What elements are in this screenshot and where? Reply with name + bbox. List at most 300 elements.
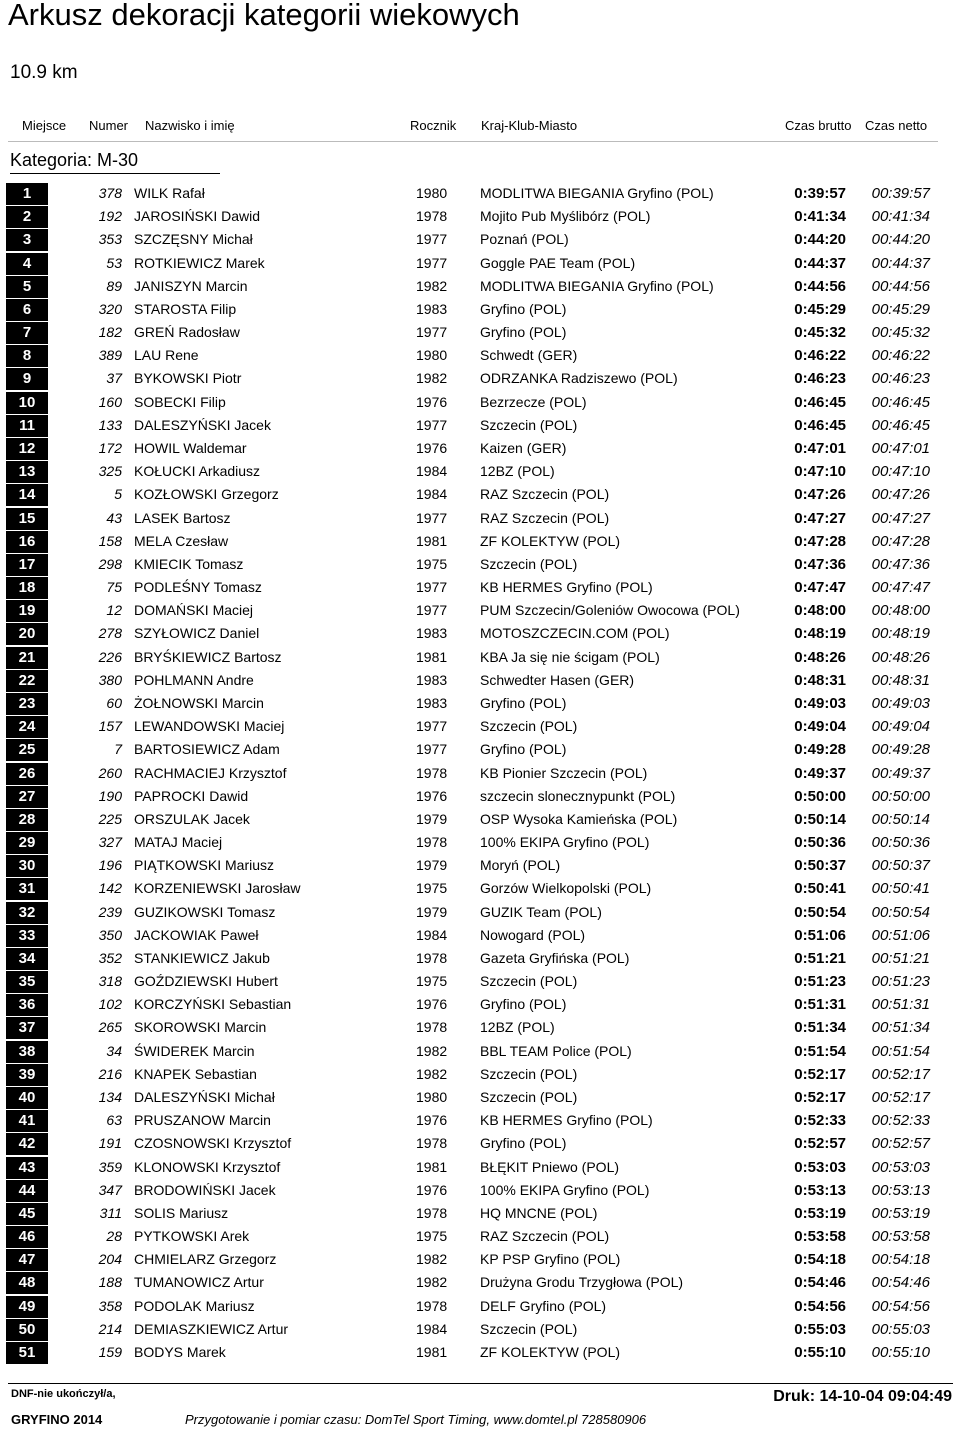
result-net-time: 00:54:56 [871, 1297, 930, 1315]
result-net-time: 00:47:01 [871, 439, 930, 457]
result-gross-time: 0:55:03 [794, 1320, 846, 1338]
result-number: 63 [106, 1112, 122, 1129]
result-net-time: 00:47:27 [871, 509, 930, 527]
result-gross-time: 0:50:00 [794, 787, 846, 805]
table-row [0, 1017, 960, 1040]
result-gross-time: 0:55:10 [794, 1344, 846, 1361]
result-year: 1982 [416, 1251, 448, 1268]
result-year: 1976 [416, 393, 448, 410]
result-gross-time: 0:50:14 [794, 810, 846, 828]
table-row [0, 1133, 960, 1156]
result-net-time: 00:50:14 [871, 810, 930, 828]
result-place: 23 [6, 693, 48, 715]
result-number: 172 [98, 439, 122, 456]
result-name: KOZŁOWSKI Grzegorz [134, 486, 279, 503]
result-gross-time: 0:53:03 [794, 1158, 846, 1176]
result-club: MODLITWA BIEGANIA Gryfino (POL) [480, 277, 714, 294]
table-row [0, 739, 960, 762]
table-row [0, 276, 960, 299]
result-net-time: 00:51:54 [871, 1042, 930, 1060]
result-gross-time: 0:44:56 [794, 277, 846, 295]
result-net-time: 00:52:17 [871, 1065, 930, 1083]
result-year: 1978 [416, 834, 448, 851]
result-gross-time: 0:54:46 [794, 1274, 846, 1292]
result-name: SOBECKI Filip [134, 393, 226, 410]
result-club: PUM Szczecin/Goleniów Owocowa (POL) [480, 602, 740, 619]
table-row [0, 253, 960, 276]
result-number: 102 [98, 996, 122, 1013]
column-header-place: Miejsce [22, 118, 67, 133]
result-number: 7 [114, 741, 122, 758]
result-year: 1981 [416, 1344, 448, 1360]
result-name: BARTOSIEWICZ Adam [134, 741, 280, 758]
result-net-time: 00:54:46 [871, 1274, 930, 1292]
result-place: 17 [6, 554, 48, 576]
result-net-time: 00:45:32 [871, 324, 930, 342]
result-name: MELA Czesław [134, 532, 229, 549]
result-club: Kaizen (GER) [480, 439, 567, 456]
column-header-club: Kraj-Klub-Miasto [481, 118, 578, 133]
result-club: 12BZ (POL) [480, 1019, 555, 1036]
result-name: KORZENIEWSKI Jarosław [134, 880, 301, 897]
table-row [0, 438, 960, 461]
result-place: 28 [6, 809, 48, 831]
result-name: BYKOWSKI Piotr [134, 370, 242, 387]
result-name: KORCZYŃSKI Sebastian [134, 996, 292, 1013]
result-number: 190 [98, 787, 122, 804]
table-row [0, 1249, 960, 1272]
result-gross-time: 0:39:57 [794, 185, 846, 202]
result-name: HOWIL Waldemar [134, 439, 247, 456]
result-name: POHLMANN Andre [134, 671, 254, 688]
result-net-time: 00:46:45 [871, 393, 930, 411]
result-net-time: 00:50:37 [871, 857, 930, 875]
result-club: szczecin slonecznypunkt (POL) [480, 787, 676, 804]
result-name: STANKIEWICZ Jakub [134, 949, 270, 966]
category-heading: Kategoria: M-30 [10, 150, 139, 170]
result-net-time: 00:48:26 [871, 648, 930, 666]
result-place: 16 [6, 531, 48, 553]
result-year: 1977 [416, 741, 448, 758]
result-club: KB Pionier Szczecin (POL) [480, 764, 648, 781]
result-net-time: 00:45:29 [871, 300, 930, 318]
result-number: 214 [98, 1320, 122, 1337]
distance-label: 10.9 km [10, 62, 78, 83]
result-name: PIĄTKOWSKI Mariusz [134, 857, 275, 874]
result-name: SOLIS Mariusz [134, 1204, 229, 1221]
table-row [0, 1342, 960, 1365]
result-gross-time: 0:51:21 [794, 949, 846, 967]
result-place: 27 [6, 786, 48, 808]
result-net-time: 00:47:47 [871, 579, 930, 597]
result-net-time: 00:53:13 [871, 1181, 930, 1199]
result-club: MOTOSZCZECIN.COM (POL) [480, 625, 670, 642]
result-gross-time: 0:52:57 [794, 1135, 846, 1153]
table-row [0, 1226, 960, 1249]
result-place: 11 [6, 415, 48, 437]
result-year: 1976 [416, 1181, 448, 1198]
table-row [0, 994, 960, 1017]
result-club: 100% EKIPA Gryfino (POL) [480, 1181, 650, 1198]
table-row [0, 832, 960, 855]
result-number: 265 [98, 1019, 122, 1036]
result-club: RAZ Szczecin (POL) [480, 509, 610, 526]
result-number: 134 [98, 1089, 122, 1106]
result-year: 1982 [416, 1274, 448, 1291]
result-place: 43 [6, 1157, 48, 1179]
result-number: 37 [106, 370, 122, 387]
result-club: GUZIK Team (POL) [480, 903, 602, 920]
result-club: Gryfino (POL) [480, 1135, 567, 1152]
result-net-time: 00:47:28 [871, 532, 930, 550]
result-net-time: 00:47:36 [871, 555, 930, 573]
result-year: 1977 [416, 416, 448, 433]
table-row [0, 1064, 960, 1087]
result-name: KLONOWSKI Krzysztof [134, 1158, 281, 1175]
result-year: 1975 [416, 880, 448, 897]
table-row [0, 299, 960, 322]
result-place: 19 [6, 600, 48, 622]
result-place: 47 [6, 1249, 48, 1271]
result-name: GREŃ Radosław [134, 324, 240, 341]
result-year: 1979 [416, 810, 448, 827]
result-gross-time: 0:47:36 [794, 555, 846, 573]
result-club: KP PSP Gryfino (POL) [480, 1251, 621, 1268]
result-place: 42 [6, 1133, 48, 1155]
result-net-time: 00:44:37 [871, 254, 930, 272]
result-club: BŁĘKIT Pniewo (POL) [480, 1158, 620, 1175]
result-place: 32 [6, 902, 48, 924]
result-club: Moryń (POL) [480, 857, 561, 874]
result-number: 43 [106, 509, 122, 526]
result-name: SZCZĘSNY Michał [134, 231, 253, 248]
result-name: BRYŚKIEWICZ Bartosz [134, 648, 282, 665]
result-name: PYTKOWSKI Arek [134, 1228, 250, 1245]
result-club: Bezrzecze (POL) [480, 393, 587, 410]
result-number: 327 [98, 834, 122, 851]
table-row [0, 508, 960, 531]
result-number: 239 [98, 903, 122, 920]
result-name: ŚWIDEREK Marcin [134, 1042, 255, 1059]
result-name: TUMANOWICZ Artur [134, 1274, 264, 1291]
result-year: 1976 [416, 996, 448, 1013]
result-number: 182 [98, 324, 122, 341]
result-name: JAROSIŃSKI Dawid [134, 208, 261, 225]
result-net-time: 00:55:03 [871, 1320, 930, 1338]
result-net-time: 00:52:33 [871, 1112, 930, 1130]
result-name: KMIECIK Tomasz [134, 555, 244, 572]
result-net-time: 00:49:03 [871, 694, 930, 712]
result-net-time: 00:41:34 [871, 208, 930, 226]
event-name: GRYFINO 2014 [11, 1412, 103, 1427]
page-title: Arkusz dekoracji kategorii wiekowych [8, 0, 520, 32]
table-row [0, 670, 960, 693]
table-row [0, 206, 960, 229]
result-name: MATAJ Maciej [134, 834, 223, 851]
result-place: 13 [6, 461, 48, 483]
result-year: 1978 [416, 1297, 448, 1314]
result-net-time: 00:51:31 [871, 996, 930, 1014]
result-place: 18 [6, 577, 48, 599]
result-year: 1976 [416, 787, 448, 804]
result-year: 1982 [416, 1065, 448, 1082]
result-number: 226 [98, 648, 122, 665]
table-row [0, 1203, 960, 1226]
result-name: DEMIASZKIEWICZ Artur [134, 1320, 289, 1337]
result-number: 60 [106, 694, 122, 711]
result-number: 298 [98, 555, 122, 572]
result-net-time: 00:49:04 [871, 718, 930, 736]
result-place: 3 [6, 229, 48, 251]
result-year: 1977 [416, 509, 448, 526]
column-header-net-time: Czas netto [865, 118, 928, 133]
result-place: 35 [6, 971, 48, 993]
result-club: 12BZ (POL) [480, 463, 555, 480]
result-year: 1978 [416, 949, 448, 966]
result-number: 318 [98, 973, 122, 990]
result-club: RAZ Szczecin (POL) [480, 486, 610, 503]
result-year: 1980 [416, 1089, 448, 1106]
result-gross-time: 0:53:19 [794, 1204, 846, 1222]
timing-credit: Przygotowanie i pomiar czasu: DomTel Sport Timing, www.domtel.pl 728580906 [185, 1412, 647, 1427]
result-club: Schwedter Hasen (GER) [480, 671, 635, 688]
result-club: Schwedt (GER) [480, 347, 578, 364]
result-place: 25 [6, 739, 48, 761]
result-net-time: 00:53:19 [871, 1204, 930, 1222]
result-club: Mojito Pub Myślibórz (POL) [480, 208, 651, 225]
result-net-time: 00:49:28 [871, 741, 930, 759]
result-place: 14 [6, 484, 48, 506]
result-year: 1977 [416, 602, 448, 619]
result-place: 44 [6, 1180, 48, 1202]
result-club: Szczecin (POL) [480, 718, 578, 735]
result-gross-time: 0:45:29 [794, 300, 846, 318]
result-name: RACHMACIEJ Krzysztof [134, 764, 287, 781]
result-gross-time: 0:51:31 [794, 996, 846, 1014]
result-place: 21 [6, 647, 48, 669]
result-net-time: 00:48:31 [871, 671, 930, 689]
result-number: 188 [98, 1274, 122, 1291]
result-number: 196 [98, 857, 122, 874]
column-header-number: Numer [89, 118, 129, 133]
result-gross-time: 0:49:28 [794, 741, 846, 759]
result-club: BBL TEAM Police (POL) [480, 1042, 632, 1059]
result-club: Drużyna Grodu Trzygłowa (POL) [480, 1274, 684, 1291]
result-name: KOŁUCKI Arkadiusz [134, 463, 261, 480]
result-number: 378 [98, 185, 122, 201]
result-club: Gryfino (POL) [480, 300, 567, 317]
result-number: 352 [98, 949, 122, 966]
result-club: Gazeta Gryfińska (POL) [480, 949, 630, 966]
result-gross-time: 0:50:36 [794, 834, 846, 852]
table-row [0, 1110, 960, 1133]
result-number: 311 [99, 1204, 122, 1221]
result-name: GOŹDZIEWSKI Hubert [134, 973, 278, 990]
result-number: 142 [98, 880, 122, 897]
result-gross-time: 0:51:54 [794, 1042, 846, 1060]
table-row [0, 902, 960, 925]
result-year: 1980 [416, 185, 448, 201]
result-number: 157 [98, 718, 122, 735]
result-club: Gorzów Wielkopolski (POL) [480, 880, 652, 897]
table-row [0, 716, 960, 739]
result-year: 1984 [416, 1320, 448, 1337]
result-club: KB HERMES Gryfino (POL) [480, 579, 653, 596]
result-number: 160 [98, 393, 122, 410]
table-row [0, 345, 960, 368]
result-gross-time: 0:45:32 [794, 324, 846, 342]
result-gross-time: 0:52:17 [794, 1065, 846, 1083]
result-club: HQ MNCNE (POL) [480, 1204, 598, 1221]
result-club: RAZ Szczecin (POL) [480, 1228, 610, 1245]
table-row [0, 577, 960, 600]
result-year: 1978 [416, 764, 448, 781]
table-row [0, 763, 960, 786]
result-gross-time: 0:52:17 [794, 1089, 846, 1107]
result-club: Szczecin (POL) [480, 555, 578, 572]
result-year: 1975 [416, 1228, 448, 1245]
header-divider [8, 141, 938, 142]
result-number: 278 [98, 625, 122, 642]
result-number: 320 [98, 300, 122, 317]
table-row [0, 647, 960, 670]
table-row [0, 623, 960, 646]
result-net-time: 00:52:17 [871, 1089, 930, 1107]
column-header-year: Rocznik [410, 118, 457, 133]
result-number: 159 [98, 1344, 122, 1360]
result-year: 1983 [416, 625, 448, 642]
column-header-name: Nazwisko i imię [145, 118, 235, 133]
result-year: 1980 [416, 347, 448, 364]
result-year: 1976 [416, 439, 448, 456]
result-name: PODLEŚNY Tomasz [134, 579, 262, 596]
result-number: 53 [106, 254, 122, 271]
result-name: GUZIKOWSKI Tomasz [134, 903, 276, 920]
result-net-time: 00:46:45 [871, 416, 930, 434]
result-gross-time: 0:47:47 [794, 579, 846, 597]
result-year: 1976 [416, 1112, 448, 1129]
table-row [0, 786, 960, 809]
table-row [0, 1296, 960, 1319]
result-number: 75 [106, 579, 122, 596]
result-club: Szczecin (POL) [480, 1089, 578, 1106]
result-number: 12 [106, 602, 122, 619]
result-number: 358 [98, 1297, 122, 1314]
result-name: DOMAŃSKI Maciej [134, 602, 254, 619]
table-row [0, 1087, 960, 1110]
result-year: 1982 [416, 1042, 448, 1059]
result-name: STAROSTA Filip [134, 300, 237, 317]
result-place: 20 [6, 623, 48, 645]
result-number: 325 [98, 463, 122, 480]
result-year: 1982 [416, 370, 448, 387]
result-number: 353 [98, 231, 122, 248]
result-number: 191 [98, 1135, 122, 1152]
result-net-time: 00:51:06 [871, 926, 930, 944]
result-name: PAPROCKI Dawid [134, 787, 249, 804]
result-year: 1977 [416, 718, 448, 735]
table-row [0, 600, 960, 623]
result-place: 15 [6, 508, 48, 530]
result-name: ORSZULAK Jacek [134, 810, 250, 827]
result-year: 1984 [416, 486, 448, 503]
result-gross-time: 0:44:37 [794, 254, 846, 272]
result-place: 33 [6, 925, 48, 947]
result-club: Gryfino (POL) [480, 694, 567, 711]
table-row [0, 948, 960, 971]
result-net-time: 00:44:56 [871, 277, 930, 295]
result-place: 39 [6, 1064, 48, 1086]
result-number: 260 [98, 764, 122, 781]
result-net-time: 00:51:23 [871, 973, 930, 991]
result-place: 45 [6, 1203, 48, 1225]
result-place: 36 [6, 994, 48, 1016]
result-place: 10 [6, 392, 48, 414]
result-name: LASEK Bartosz [134, 509, 231, 526]
table-row [0, 1157, 960, 1180]
print-timestamp: Druk: 14-10-04 09:04:49 [773, 1388, 952, 1405]
result-place: 12 [6, 438, 48, 460]
result-year: 1978 [416, 1204, 448, 1221]
result-net-time: 00:47:10 [871, 463, 930, 481]
result-name: WILK Rafał [134, 185, 205, 201]
result-year: 1983 [416, 300, 448, 317]
result-year: 1981 [416, 532, 448, 549]
result-club: Szczecin (POL) [480, 973, 578, 990]
result-place: 50 [6, 1319, 48, 1341]
result-name: DALESZYŃSKI Michał [134, 1089, 275, 1106]
result-year: 1984 [416, 463, 448, 480]
result-net-time: 00:50:00 [871, 787, 930, 805]
result-place: 37 [6, 1017, 48, 1039]
result-club: Gryfino (POL) [480, 996, 567, 1013]
result-club: Gryfino (POL) [480, 324, 567, 341]
result-gross-time: 0:46:23 [794, 370, 846, 388]
result-gross-time: 0:48:19 [794, 625, 846, 643]
result-year: 1978 [416, 1019, 448, 1036]
result-club: Gryfino (POL) [480, 741, 567, 758]
result-gross-time: 0:51:34 [794, 1019, 846, 1037]
result-name: ŻOŁNOWSKI Marcin [134, 694, 264, 711]
result-number: 380 [98, 671, 122, 688]
result-place: 40 [6, 1087, 48, 1109]
result-place: 51 [6, 1342, 48, 1364]
result-gross-time: 0:50:41 [794, 880, 846, 898]
result-gross-time: 0:51:06 [794, 926, 846, 944]
table-row [0, 1180, 960, 1203]
result-name: JACKOWIAK Paweł [134, 926, 259, 943]
result-place: 4 [6, 253, 48, 275]
result-place: 2 [6, 206, 48, 228]
result-name: LAU Rene [134, 347, 199, 364]
result-club: Poznań (POL) [480, 231, 569, 248]
result-net-time: 00:44:20 [871, 231, 930, 249]
result-gross-time: 0:41:34 [794, 208, 846, 226]
result-gross-time: 0:50:54 [794, 903, 846, 921]
result-place: 26 [6, 763, 48, 785]
result-gross-time: 0:53:13 [794, 1181, 846, 1199]
result-place: 9 [6, 368, 48, 390]
result-club: KBA Ja się nie ścigam (POL) [480, 648, 660, 665]
result-year: 1975 [416, 973, 448, 990]
table-row [0, 855, 960, 878]
result-name: SZYŁOWICZ Daniel [134, 625, 260, 642]
result-number: 359 [98, 1158, 122, 1175]
result-name: CZOSNOWSKI Krzysztof [134, 1135, 292, 1152]
footer-divider [8, 1383, 953, 1384]
result-name: PODOLAK Mariusz [134, 1297, 255, 1314]
result-gross-time: 0:47:27 [794, 509, 846, 527]
